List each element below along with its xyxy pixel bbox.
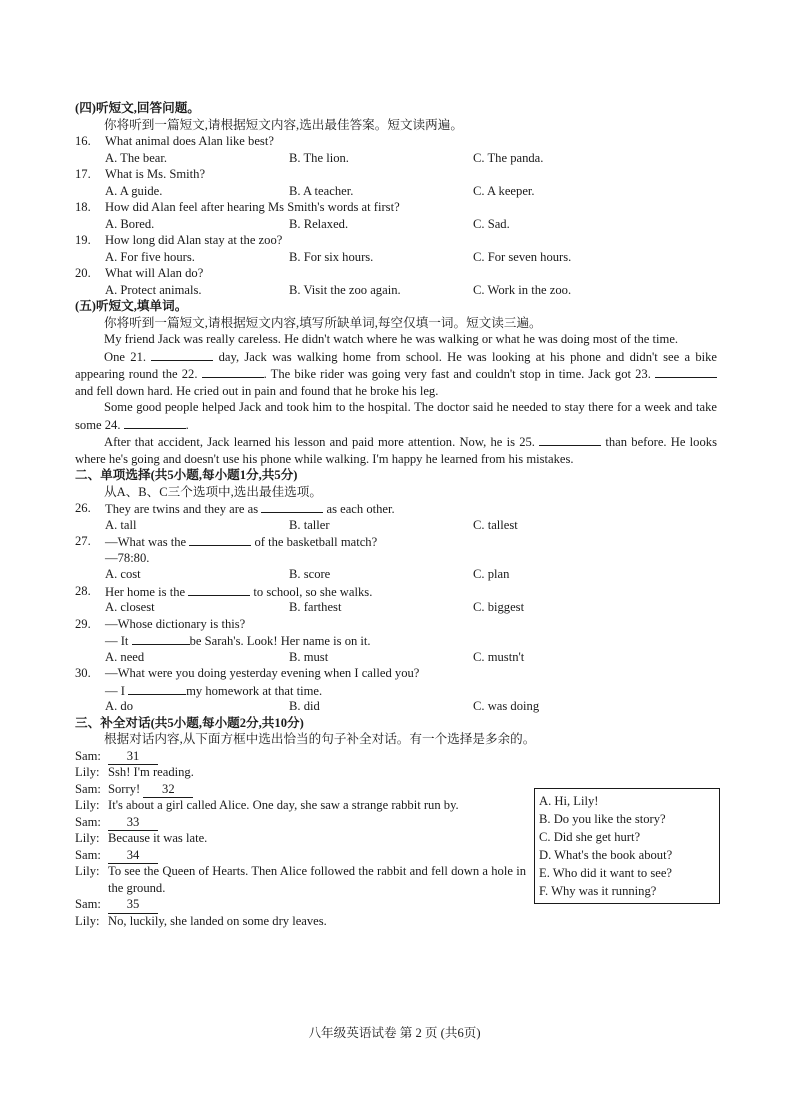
dialogue-line bbox=[108, 748, 158, 766]
section-5-title: (五)听短文,填单词。 bbox=[75, 299, 188, 313]
option-c: C. biggest bbox=[473, 600, 525, 614]
exam-page bbox=[75, 100, 717, 929]
blank-22[interactable] bbox=[202, 365, 264, 378]
answer-blank-31[interactable]: 31 bbox=[108, 748, 158, 766]
box-option-d: D. What's the book about? bbox=[539, 847, 673, 862]
blank-24[interactable] bbox=[124, 416, 186, 429]
question-19 bbox=[75, 232, 717, 265]
question-stem: They are twins and they are as bbox=[105, 502, 259, 516]
answer-blank-35[interactable]: 35 bbox=[108, 896, 158, 914]
question-stem: to school, so she walks. bbox=[253, 584, 373, 599]
dialogue-line bbox=[108, 814, 158, 832]
question-17 bbox=[75, 166, 717, 199]
speaker-label: Sam: bbox=[75, 781, 101, 796]
box-option-a: A. Hi, Lily! bbox=[539, 793, 599, 808]
option-c: C. tallest bbox=[473, 517, 518, 532]
passage-paragraph-3 bbox=[75, 399, 717, 433]
question-text bbox=[105, 500, 395, 518]
option-b: B. Visit the zoo again. bbox=[289, 282, 401, 297]
option-a: A. A guide. bbox=[105, 183, 163, 198]
option-a: A. cost bbox=[105, 567, 141, 581]
option-c: C. mustn't bbox=[473, 649, 525, 664]
speaker-label: Sam: bbox=[75, 897, 101, 911]
part-2-instruction: 从A、B、C三个选项中,选出最佳选项。 bbox=[104, 484, 322, 499]
question-stem: Her home is the bbox=[105, 584, 186, 599]
dialogue-line: Because it was late. bbox=[108, 831, 208, 845]
blank-23[interactable] bbox=[655, 365, 717, 378]
option-b: B. score bbox=[289, 567, 331, 581]
speaker-label: Sam: bbox=[75, 847, 101, 862]
question-number: 26. bbox=[75, 501, 91, 515]
question-number: 27. bbox=[75, 534, 91, 548]
options-box bbox=[534, 788, 720, 904]
speaker-label: Lily: bbox=[75, 913, 100, 928]
question-text: How long did Alan stay at the zoo? bbox=[105, 233, 283, 247]
question-text: What animal does Alan like best? bbox=[105, 134, 274, 148]
question-number: 19. bbox=[75, 233, 91, 247]
speaker-label: Lily: bbox=[75, 798, 100, 812]
option-c: C. plan bbox=[473, 567, 510, 581]
box-option-f: F. Why was it running? bbox=[539, 883, 657, 898]
answer-blank[interactable] bbox=[132, 632, 190, 645]
option-c: C. For seven hours. bbox=[473, 249, 572, 264]
question-number: 18. bbox=[75, 200, 91, 214]
question-26 bbox=[75, 500, 717, 533]
question-30 bbox=[75, 665, 717, 715]
option-c: C. A keeper. bbox=[473, 183, 535, 198]
dialogue-line bbox=[108, 896, 158, 914]
section-4-instruction: 你将听到一篇短文,请根据短文内容,选出最佳答案。短文读两遍。 bbox=[104, 117, 463, 132]
question-28 bbox=[75, 583, 717, 616]
answer-blank-32[interactable]: 32 bbox=[143, 781, 193, 799]
question-number: 30. bbox=[75, 666, 91, 680]
question-29 bbox=[75, 616, 717, 666]
passage-paragraph-1: My friend Jack was really careless. He didn't watch where he was walking or what he was doing most of the time. bbox=[104, 332, 679, 346]
passage-text: After that accident, Jack learned his lesson and paid more attention. Now, he is 25. bbox=[104, 435, 535, 449]
option-b: B. Relaxed. bbox=[289, 216, 349, 231]
dialogue-line bbox=[108, 781, 193, 799]
passage-text: than before. He looks where he's going and doesn't use his phone while walking. I'm happy he learned from his mistakes. bbox=[75, 435, 717, 466]
option-a: A. Protect animals. bbox=[105, 282, 202, 297]
dialog-reply bbox=[105, 682, 322, 700]
passage-text: Some good people helped Jack and took him to the hospital. The doctor said he needed to stay there for a week and take some 24. bbox=[75, 400, 717, 432]
option-a: A. The bear. bbox=[105, 150, 168, 165]
question-number: 20. bbox=[75, 266, 91, 280]
option-a: A. do bbox=[105, 699, 133, 713]
question-number: 17. bbox=[75, 167, 91, 181]
question-stem: my homework at that time. bbox=[186, 683, 323, 698]
section-4-title: (四)听短文,回答问题。 bbox=[75, 101, 200, 115]
question-text bbox=[105, 533, 377, 551]
question-number: 29. bbox=[75, 616, 91, 631]
speaker-label: Lily: bbox=[75, 831, 100, 845]
question-stem: of the basketball match? bbox=[254, 535, 378, 549]
question-stem: as each other. bbox=[326, 502, 395, 516]
part-3-title: 三、补全对话(共5小题,每小题2分,共10分) bbox=[75, 715, 304, 730]
question-stem: —What was the bbox=[105, 535, 187, 549]
part-3-instruction: 根据对话内容,从下面方框中选出恰当的句子补全对话。有一个选择是多余的。 bbox=[104, 732, 536, 746]
speaker-label: Sam: bbox=[75, 748, 101, 763]
dialogue bbox=[75, 748, 717, 930]
question-18 bbox=[75, 199, 717, 232]
passage-text: . The bike rider was going very fast and couldn't stop in time. Jack got 23. bbox=[263, 367, 651, 381]
question-text: —What were you doing yesterday evening when I called you? bbox=[105, 666, 420, 680]
answer-blank-33[interactable]: 33 bbox=[108, 814, 158, 832]
question-27 bbox=[75, 533, 717, 583]
dialogue-line bbox=[108, 847, 158, 865]
dialogue-text: Sorry! bbox=[108, 781, 141, 796]
question-number: 28. bbox=[75, 583, 91, 598]
option-b: B. The lion. bbox=[289, 150, 349, 165]
question-text: What is Ms. Smith? bbox=[105, 167, 206, 181]
box-option-e: E. Who did it want to see? bbox=[539, 865, 673, 880]
dialogue-line: No, luckily, she landed on some dry leaves. bbox=[108, 913, 327, 928]
passage-paragraph-4 bbox=[75, 433, 717, 467]
question-number: 16. bbox=[75, 134, 91, 148]
option-c: C. The panda. bbox=[473, 150, 544, 165]
passage-text: One 21. bbox=[104, 349, 147, 364]
option-b: B. A teacher. bbox=[289, 183, 354, 198]
question-stem: — It bbox=[105, 634, 129, 648]
option-a: A. need bbox=[105, 649, 145, 664]
speaker-label: Sam: bbox=[75, 814, 101, 829]
page-footer: 八年级英语试卷 第 2 页 (共6页) bbox=[308, 1026, 481, 1040]
passage-text: and fell down hard. He cried out in pain and found that he broke his leg. bbox=[75, 383, 439, 398]
answer-blank[interactable] bbox=[188, 583, 250, 596]
speaker-label: Lily: bbox=[75, 864, 100, 878]
blank-25[interactable] bbox=[539, 433, 601, 446]
dialogue-line: It's about a girl called Alice. One day, she saw a strange rabbit run by. bbox=[108, 798, 459, 812]
dialog-reply: —78:80. bbox=[105, 550, 150, 565]
question-text: How did Alan feel after hearing Ms Smith's words at first? bbox=[105, 200, 400, 214]
passage-paragraph-2 bbox=[75, 348, 717, 400]
option-a: A. For five hours. bbox=[105, 249, 195, 264]
box-option-b: B. Do you like the story? bbox=[539, 811, 666, 826]
part-2-title: 二、单项选择(共5小题,每小题1分,共5分) bbox=[75, 468, 298, 482]
dialog-reply bbox=[105, 632, 371, 650]
option-c: C. was doing bbox=[473, 699, 540, 713]
option-b: B. taller bbox=[289, 517, 330, 532]
question-text: —Whose dictionary is this? bbox=[105, 616, 246, 631]
option-b: B. did bbox=[289, 699, 320, 713]
passage-text: . bbox=[185, 417, 189, 432]
box-option-c: C. Did she get hurt? bbox=[539, 829, 641, 844]
question-20 bbox=[75, 265, 717, 298]
option-c: C. Sad. bbox=[473, 216, 510, 231]
question-text: What will Alan do? bbox=[105, 266, 204, 280]
answer-blank[interactable] bbox=[128, 682, 186, 695]
blank-21[interactable] bbox=[151, 348, 213, 361]
option-b: B. must bbox=[289, 649, 329, 664]
section-5-instruction: 你将听到一篇短文,请根据短文内容,填写所缺单词,每空仅填一词。短文读三遍。 bbox=[104, 315, 542, 330]
option-c: C. Work in the zoo. bbox=[473, 282, 572, 297]
question-stem: be Sarah's. Look! Her name is on it. bbox=[189, 634, 371, 648]
option-a: A. Bored. bbox=[105, 216, 155, 231]
passage-text: day, Jack was walking home from school. He was looking at his phone and didn't see a bike appearing round the 22. bbox=[75, 349, 718, 381]
answer-blank-34[interactable]: 34 bbox=[108, 847, 158, 865]
speaker-label: Lily: bbox=[75, 765, 100, 779]
option-b: B. For six hours. bbox=[289, 249, 374, 264]
dialogue-line: To see the Queen of Hearts. Then Alice followed the rabbit and fell down a hole in the ground. bbox=[108, 864, 526, 895]
option-a: A. closest bbox=[105, 600, 155, 614]
answer-blank[interactable] bbox=[261, 500, 323, 513]
question-text bbox=[105, 583, 372, 601]
option-a: A. tall bbox=[105, 517, 137, 532]
option-b: B. farthest bbox=[289, 600, 342, 614]
answer-blank[interactable] bbox=[189, 533, 251, 546]
question-16 bbox=[75, 133, 717, 166]
question-stem: — I bbox=[105, 683, 125, 698]
dialogue-line: Ssh! I'm reading. bbox=[108, 765, 194, 779]
